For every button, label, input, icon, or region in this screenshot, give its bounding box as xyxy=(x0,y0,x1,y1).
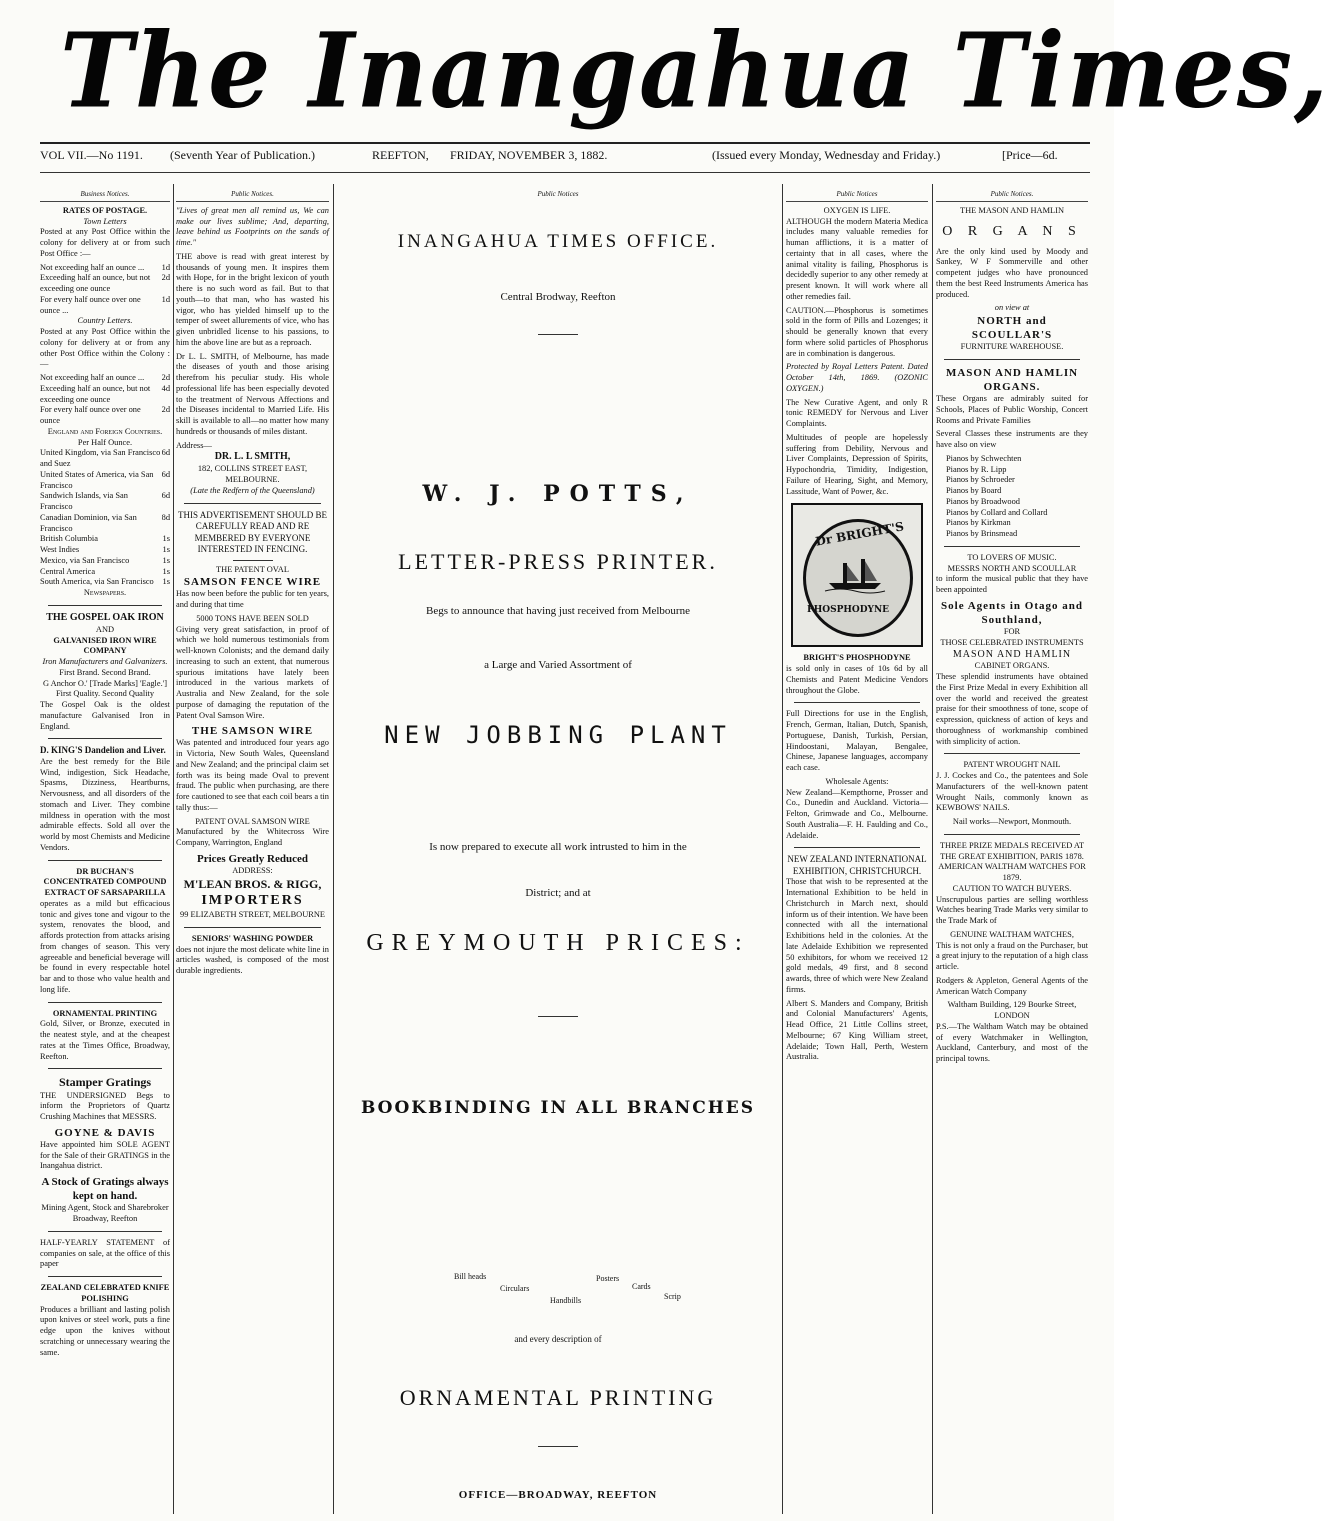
divider xyxy=(944,359,1080,360)
inform: to inform the musical public that they have been appointed xyxy=(936,574,1088,595)
divider xyxy=(538,1446,578,1447)
begs-to-announce: Begs to announce that having just received from Melbourne xyxy=(426,605,690,617)
gospel-oak-title: THE GOSPEL OAK IRON xyxy=(46,611,164,623)
greymouth-prices: GREYMOUTH PRICES: xyxy=(366,930,750,956)
manufactured-by: Manufactured by the Whitecross Wire Company, Warrington, England xyxy=(176,827,329,848)
ornamental-title: ORNAMENTAL PRINTING xyxy=(52,1008,158,1018)
sole-agents: Sole Agents in Otago and Southland, xyxy=(941,599,1083,626)
newspapers-heading: Newspapers. xyxy=(83,588,127,598)
every-description: and every description of xyxy=(514,1334,602,1344)
patent-nail: PATENT WROUGHT NAIL xyxy=(963,760,1061,770)
gospel-oak-subtitle: GALVANISED IRON WIRE COMPANY xyxy=(53,635,157,656)
price: [Price—6d. xyxy=(1002,148,1058,162)
rate-row: Sandwich Islands, via San Francisco 6d xyxy=(40,491,170,512)
column-header: Public Notices. xyxy=(936,190,1088,202)
tin-tally: PATENT OVAL SAMSON WIRE xyxy=(195,816,310,826)
phosphodyne-engraving xyxy=(791,503,923,647)
poem: "Lives of great men all remind us, We can make our lives sublime; And, departing, leave behind us Footprints on the sands of time." xyxy=(176,205,329,248)
cards: Cards xyxy=(632,1282,651,1291)
volume-number: VOL VII.—No 1191. xyxy=(40,148,143,162)
mason-hamlin-3: MASON AND HAMLIN xyxy=(952,648,1072,660)
list-item: Pianos by Brinsmead xyxy=(946,529,1018,539)
caution-watch-text: Unscrupulous parties are selling worthless Watches bearing Trade Marks very similar to the Trade Mark of xyxy=(936,894,1088,926)
rate-row: Exceeding half an ounce, but not exceeding one ounce 4d xyxy=(40,383,170,404)
brights-text: is sold only in cases of 10s 6d by all Chemists and Patent Medicine Vendors throughout the Globe. xyxy=(786,664,928,695)
now-prepared: Is now prepared to execute all work intrusted to him in the xyxy=(429,841,687,853)
gospel-oak-quality: First Quality. Second Quality xyxy=(55,689,155,699)
district: District; and at xyxy=(525,887,591,899)
mason-hamlin-2: MASON AND HAMLIN xyxy=(945,367,1079,380)
oxygen-title: OXYGEN IS LIFE. xyxy=(823,205,891,215)
mason-hamlin: THE MASON AND HAMLIN xyxy=(960,205,1064,215)
town-letters-text: Posted at any Post Office within the colony for delivery at or from such Post Office :— xyxy=(40,227,170,258)
north-scoullar: NORTH and SCOULLAR'S xyxy=(971,315,1053,342)
divider xyxy=(48,1068,162,1069)
tons-sold: 5000 TONS HAVE BEEN SOLD xyxy=(196,613,309,623)
divider xyxy=(794,847,920,848)
list-item: Pianos by Schwechten xyxy=(946,453,1022,463)
divider xyxy=(944,834,1080,835)
brights-title: BRIGHT'S PHOSPHODYNE xyxy=(803,653,911,663)
column-business-notices xyxy=(40,190,170,1510)
gospel-oak-text: The Gospel Oak is the oldest manufacture Galvanised Iron in England. xyxy=(40,700,170,731)
lovers-of-music: TO LOVERS OF MUSIC. xyxy=(967,552,1057,562)
rate-row: British Columbia 1s xyxy=(40,534,170,544)
organs: O R G A N S xyxy=(942,223,1082,239)
column-divider xyxy=(173,184,174,1514)
wholesale-agents: New Zealand—Kempthorne, Prosser and Co., Dunedin and Auckland. Victoria—Felton, Grimwade and Co., Melbourne. South Australia—F. H. Faulding and Co., Adelaide. xyxy=(786,787,928,840)
divider xyxy=(48,1002,162,1003)
country-letters-heading: Country Letters. xyxy=(77,316,133,326)
country-letters-text: Posted at any Post Office within the colony for delivery at or from any other Post Office within the Colony :— xyxy=(40,327,170,369)
column-public-notices-1 xyxy=(176,190,329,1510)
importers: IMPORTERS xyxy=(201,893,304,909)
column-header: Business Notices. xyxy=(40,190,170,202)
divider xyxy=(944,546,1080,547)
caution-text: CAUTION.—Phosphorus is sometimes sold in the form of Pills and Lozenges; it should be generally known that every form where solid particles of Phosphorus are in combination is dangerous. xyxy=(786,305,928,358)
samson-text: Has now been before the public for ten years, and during that time xyxy=(176,589,329,610)
rate-row: United States of America, via San Francisco 6d xyxy=(40,469,170,490)
divider xyxy=(48,738,162,739)
gospel-oak-anchor: G Anchor O.' [Trade Marks] 'Eagle.'] xyxy=(43,678,167,688)
gospel-oak-makers: Iron Manufacturers and Galvanizers. xyxy=(42,657,168,666)
mclean-address: 99 ELIZABETH STREET, MELBOURNE xyxy=(180,910,325,920)
divider xyxy=(48,1231,162,1232)
nail-works: Nail works—Newport, Monmouth. xyxy=(952,817,1072,827)
column-potts-advertisement xyxy=(338,190,778,1510)
posters: Posters xyxy=(596,1274,620,1283)
divider xyxy=(48,1276,162,1277)
column-public-notices-4 xyxy=(936,190,1088,1510)
buchan-title: DR BUCHAN'S CONCENTRATED COMPOUND EXTRACT OF SARSAPARILLA xyxy=(43,866,167,898)
office-address: Central Brodway, Reefton xyxy=(500,291,616,303)
patent-oval: THE PATENT OVAL xyxy=(216,564,289,574)
town-letters-heading: Town Letters xyxy=(83,216,127,226)
splendid: These splendid instruments have obtained the First Prize Medal in every Exhibition all over the world and received the greatest praise for their smoothness of tone, scope of expression, quickness of action of keys and thoroughness of workmanship combined with simplicity of action. xyxy=(936,672,1088,746)
genuine-waltham: GENUINE WALTHAM WATCHES, xyxy=(950,929,1074,939)
cabinet-organs: CABINET ORGANS. xyxy=(974,661,1050,671)
divider xyxy=(184,927,321,928)
divider xyxy=(944,753,1080,754)
issue-date: FRIDAY, NOVEMBER 3, 1882. xyxy=(450,148,608,162)
dateline xyxy=(40,148,1090,170)
rate-row: West Indies 1s xyxy=(40,545,170,555)
directions: Full Directions for use in the English, French, German, Italian, Dutch, Spanish, Portuguese, Danish, Turkish, Persian, Hindoostani, Malayan, Bengalee, Chinese, Japanese languages, accompany each case. xyxy=(786,709,928,773)
furniture-warehouse: FURNITURE WAREHOUSE. xyxy=(960,342,1064,352)
king-title: D. KING'S Dandelion and Liver. xyxy=(40,745,166,756)
smith-text-1: THE above is read with great interest by thousands of young men. It inspires them with Hope, for in the bright lexicon of youth there is no such word as fail. But to that youth—to that man, who has wasted his vigor, who has yielded himself up to the temper of sweet allurements of vice, who has given unbridled license to his passions, to him the above line are but as a reproach. xyxy=(176,251,329,347)
scrip: Scrip xyxy=(664,1292,681,1301)
rate-row: Exceeding half an ounce, but not exceeding one ounce 2d xyxy=(40,273,170,294)
column-divider xyxy=(782,184,783,1514)
new-jobbing-plant: NEW JOBBING PLANT xyxy=(384,721,732,749)
rate-row: South America, via San Francisco 1s xyxy=(40,577,170,587)
bill-heads: Bill heads xyxy=(454,1272,487,1281)
engraving-bottom-label: PHOSPHODYNE xyxy=(807,605,890,616)
piano-list xyxy=(936,454,1088,540)
divider xyxy=(538,1016,578,1017)
divider xyxy=(48,605,162,606)
dr-smith-address: 182, COLLINS STREET EAST, MELBOURNE. xyxy=(197,464,308,484)
divider xyxy=(538,334,578,335)
office-footer: OFFICE—BROADWAY, REEFTON xyxy=(458,1489,658,1501)
rate-row: United Kingdom, via San Francisco and Suez 6d xyxy=(40,448,170,469)
column-header: Public Notices xyxy=(537,190,579,198)
organs-text: These Organs are admirably suited for Schools, Places of Public Worship, Concert Rooms and Private Families xyxy=(936,394,1088,425)
list-item: Pianos by Schroeder xyxy=(946,475,1015,485)
engraving-top-label: Dr BRIGHT'S xyxy=(814,519,905,550)
rate-row: Not exceeding half an ounce ... 1d xyxy=(40,262,170,272)
undersigned-text: THE UNDERSIGNED Begs to inform the Proprietors of Quartz Crushing Machines that MESSRS. xyxy=(40,1090,170,1122)
rate-row: Not exceeding half an ounce ... 2d xyxy=(40,373,170,383)
ornamental-printing: ORNAMENTAL PRINTING xyxy=(399,1385,717,1410)
postage-title: RATES OF POSTAGE. xyxy=(62,205,148,215)
stock-heading: A Stock of Gratings always kept on hand. xyxy=(41,1176,169,1203)
zealand-title: ZEALAND CELEBRATED KNIFE POLISHING xyxy=(40,1283,170,1303)
handbills: Handbills xyxy=(550,1296,582,1305)
column-header: Public Notices. xyxy=(176,190,329,202)
column-divider xyxy=(333,184,334,1514)
prices-reduced: Prices Greatly Reduced xyxy=(197,852,308,865)
seniors-title: SENIORS' WASHING POWDER xyxy=(191,933,314,943)
zealand-text: Produces a brilliant and lasting polish upon knives or steel work, puts a fine edge upon the knives without scratching or unnecessary wearing the same. xyxy=(40,1304,170,1357)
dr-smith: DR. L. L SMITH, xyxy=(214,451,291,463)
patent-nail-text: J. J. Cockes and Co., the patentees and Sole Manufacturers of the well-known patent Wrought Nails, commonly known as KEWBOWS' NAILS. xyxy=(936,771,1088,813)
circulars: Circulars xyxy=(500,1284,530,1293)
rate-row: Mexico, via San Francisco 1s xyxy=(40,555,170,565)
genuine-text: This is not only a fraud on the Purchaser, but a great injury to the reputation of a high class article. xyxy=(936,940,1088,972)
exhibition-title: NEW ZEALAND INTERNATIONAL EXHIBITION, CHRISTCHURCH. xyxy=(787,854,927,876)
divider xyxy=(48,860,162,861)
stamper-gratings-title: Stamper Gratings xyxy=(58,1075,152,1090)
wholesale-heading: Wholesale Agents: xyxy=(825,776,889,786)
organs-used: Are the only kind used by Moody and Sankey, W F Sommerville and other competent judges who have pronounced them the best Reed Instruments America has produced. xyxy=(936,246,1088,299)
rate-row: Canadian Dominion, via San Francisco 8d xyxy=(40,512,170,533)
dr-smith-note: (Late the Redfern of the Queensland) xyxy=(190,485,315,495)
new-remedy: The New Curative Agent, and only R tonic REMEDY for Nervous and Liver Complaints. xyxy=(786,397,928,429)
town: REEFTON, xyxy=(372,148,429,162)
celebrated: THOSE CELEBRATED INSTRUMENTS xyxy=(940,637,1084,647)
ornamental-text: Gold, Silver, or Bronze, executed in the neatest style, and at the cheapest rates at the Times Office, Broadway, Reefton. xyxy=(40,1019,170,1061)
mclean-bros: M'LEAN BROS. & RIGG, xyxy=(183,876,322,891)
list-item: Pianos by Board xyxy=(946,486,1002,496)
multitudes: Multitudes of people are hopelessly suffering from Debility, Nervous and Liver Complaints, Depression of Spirits, Hypochondria, Timidity, Indigestion, Failure of Hearing, Sight, and Memory, Lassitude, Want of Power, &c. xyxy=(786,432,928,496)
steamship-icon xyxy=(825,553,885,593)
organs-2: ORGANS. xyxy=(983,381,1041,394)
half-yearly: HALF-YEARLY STATEMENT of companies on sale, at the office of this paper xyxy=(40,1237,170,1269)
list-item: Pianos by Broadwood xyxy=(946,496,1020,506)
divider xyxy=(794,702,920,703)
goyne-text: Have appointed him SOLE AGENT for the Sale of their GRATINGS in the Inangahua district. xyxy=(40,1139,170,1171)
exhibition-text: Those that wish to be represented at the International Exhibition to be held in Christchurch in March next, should inform us of their intention. We have been connected with all the international Exhibitions held in the colonies. At the late Adelaide Exhibition we represented 50 exhibitors, for whom we received 12 gold medals, 49 first, and 8 second awards, three of which were New Zealand firms. xyxy=(786,877,928,994)
king-text: Are the best remedy for the Bile Wind, indigestion, Sick Headache, Spasms, Dizziness, Heartburns, Nervousness, and all disorders of the stomach and Liver. They combine mildness in operation with the most admirable effects. Sold all over the world by most Chemists and Medicine Vendors. xyxy=(40,756,170,852)
per-half-ounce: Per Half Ounce. xyxy=(77,437,133,447)
oxygen-text: ALTHOUGH the modern Materia Medica includes many valuable remedies for human afflictions, it is a matter of certainty that in all cases, where the animal vitality is failing, Phosphorus is decidedly superior to any other remedy at present known. It will work where all other remedies fail. xyxy=(786,216,928,301)
samson-wire: THE SAMSON WIRE xyxy=(191,725,314,738)
masthead-rule xyxy=(40,142,1090,144)
ps-note: P.S.—The Waltham Watch may be obtained of every Watchmaker in Wellington, Auckland, Canterbury, and most of the principal towns. xyxy=(936,1021,1088,1064)
waltham-building: Waltham Building, 129 Bourke Street, LONDON xyxy=(947,1000,1077,1021)
divider xyxy=(184,503,321,504)
prize-medals: THREE PRIZE MEDALS RECEIVED AT THE GREAT EXHIBITION, PARIS 1878. xyxy=(939,840,1085,861)
list-item: Pianos by Collard and Collard xyxy=(946,507,1048,517)
year-of-publication: (Seventh Year of Publication.) xyxy=(170,148,315,162)
samson-fence-wire: SAMSON FENCE WIRE xyxy=(183,576,322,589)
for-label: FOR xyxy=(1003,627,1021,637)
issue-frequency: (Issued every Monday, Wednesday and Friday.) xyxy=(712,148,941,162)
foreign-heading: England and Foreign Countries. xyxy=(47,426,163,436)
bookbinding: BOOKBINDING IN ALL BRANCHES xyxy=(360,1098,756,1118)
letterpress-printer: LETTER-PRESS PRINTER. xyxy=(398,549,718,574)
rate-row: For every half ounce over one ounce 2d xyxy=(40,405,170,426)
agents-footer: Albert S. Manders and Company, British and Colonial Manufacturers' Agents, Head Office, 21 Little Collins street, Melbourne; 67 King William street, Adelaide; Town Hall, Perth, Western Australia. xyxy=(786,998,928,1062)
caution-watch: CAUTION TO WATCH BUYERS. xyxy=(952,883,1072,893)
dateline-rule xyxy=(40,172,1090,173)
list-item: Pianos by Kirkman xyxy=(946,518,1011,528)
protected: Protected by Royal Letters Patent. Dated October 14th, 1869. (OZONIC OXYGEN.) xyxy=(786,362,928,393)
waltham: AMERICAN WALTHAM WATCHES FOR 1879. xyxy=(938,862,1086,883)
seniors-text: does not injure the most delicate white line in articles washed, is composed of the most durable ingredients. xyxy=(176,944,329,976)
goyne-davis: GOYNE & DAVIS xyxy=(54,1126,156,1139)
messrs: MESSRS NORTH AND SCOULLAR xyxy=(947,563,1077,573)
address-heading: ADDRESS: xyxy=(232,866,273,876)
samson-text-2: Giving very great satisfaction, in proof of which we hold numerous testimonials from well-known Colonists; and the demand daily increasing to such an extent, that numerous spurious imitations have lately been introduced in the various markets of Australia and New Zealand, for the sole purpose of damaging the reputation of the Patent Oval Samson Wire. xyxy=(176,624,329,720)
list-item: Pianos by R. Lipp xyxy=(946,464,1007,474)
masthead-title: The Inangahua Times, xyxy=(60,11,1330,132)
potts-name: W. J. POTTS, xyxy=(422,481,694,507)
assortment: a Large and Varied Assortment of xyxy=(484,659,632,671)
gospel-oak-and: AND xyxy=(95,624,115,634)
gospel-oak-brands: First Brand. Second Brand. xyxy=(59,667,151,677)
office-title: INANGAHUA TIMES OFFICE. xyxy=(397,231,719,252)
column-public-notices-3 xyxy=(786,190,928,1510)
rodgers: Rodgers & Appleton, General Agents of the American Watch Company xyxy=(936,975,1088,996)
mining-agent: Mining Agent, Stock and Sharebroker Broadway, Reefton xyxy=(41,1203,169,1224)
samson-text-3: Was patented and introduced four years ago in Victoria, New South Wales, Queensland and New Zealand; and the principal claim set forth was its being made Oval to prevent fraud. The public when purchasing, are there fore cautioned to see that each coil bears a tin tally thus:— xyxy=(176,738,329,812)
divider xyxy=(233,560,273,561)
rate-row: For every half ounce over one ounce ... 1d xyxy=(40,294,170,315)
address-label: Address— xyxy=(176,440,212,450)
column-header: Public Notices xyxy=(786,190,928,202)
on-view: on view at xyxy=(994,303,1030,313)
smith-text-2: Dr L. L. SMITH, of Melbourne, has made the diseases of youth and those arising therefrom his peculiar study. His whole professional life has been especially devoted to the treatment of Nervous Affections and the Diseases incidental to Married Life. His skill is available to all—no matter how many hundreds or thousands of miles distant. xyxy=(176,351,329,436)
advert-notice: THIS ADVERTISEMENT SHOULD BE CAREFULLY READ AND RE MEMBERED BY EVERYONE INTERESTED IN FENCING. xyxy=(177,509,328,555)
classes: Several Classes these instruments are they have also on view xyxy=(936,429,1088,450)
column-divider xyxy=(932,184,933,1514)
buchan-text: operates as a mild but efficacious tonic and gives tone and vigour to the system, renovates the blood, and affords protection from attacks arising from changes of season. This very agreeable and beneficial beverage will be found in every respectable hotel bar and to those who value health and long life. xyxy=(40,898,170,994)
rate-row: Central America 1s xyxy=(40,566,170,576)
